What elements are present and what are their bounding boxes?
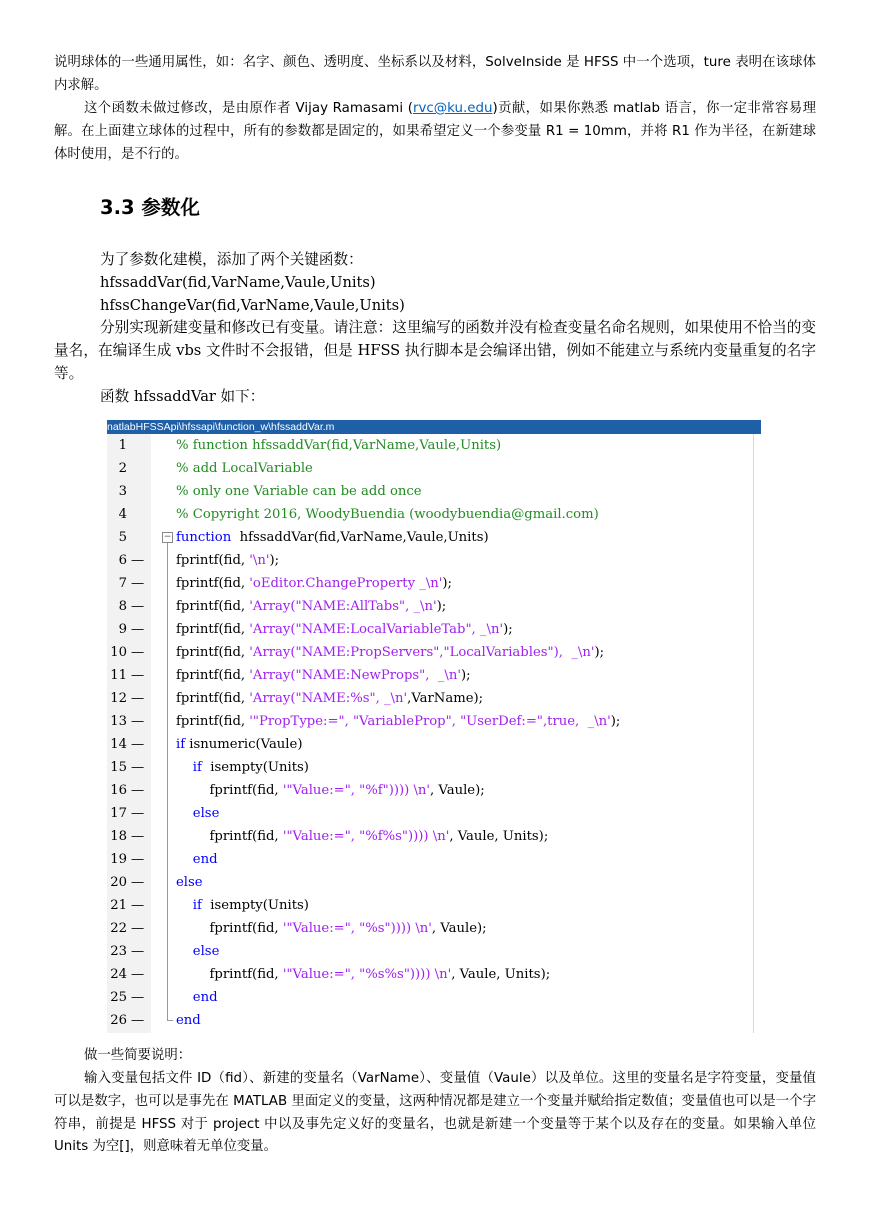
code-line	[107, 434, 753, 457]
line-number: 23	[110, 944, 127, 959]
code-text: fprintf(fid, 'Array("NAME:%s", _\n',VarName);	[176, 691, 484, 706]
code-line	[107, 664, 753, 687]
code-text: else	[192, 944, 220, 959]
code-text: else	[176, 875, 203, 890]
code-text: fprintf(fid, '"PropType:=", "VariableProp", "UserDef:=",true, _\n');	[176, 714, 621, 729]
breakpoint-marker[interactable]: —	[131, 783, 145, 798]
breakpoint-marker[interactable]: —	[131, 691, 145, 706]
line-number: 5	[118, 530, 127, 545]
body-line-intro: 为了参数化建模，添加了两个关键函数：	[100, 251, 363, 268]
breakpoint-marker[interactable]: —	[131, 622, 145, 637]
line-number: 12	[110, 691, 127, 706]
code-line	[107, 871, 753, 894]
code-text: % add LocalVariable	[176, 461, 313, 476]
code-line	[107, 1009, 753, 1032]
code-text: fprintf(fid, '"Value:=", "%s")))) \n', Vaule);	[176, 921, 487, 936]
breakpoint-marker[interactable]: —	[131, 990, 145, 1005]
body-line-hfssaddvar-signature: hfssaddVar(fid,VarName,Vaule,Units)	[100, 273, 376, 291]
breakpoint-marker[interactable]: —	[131, 737, 145, 752]
code-text: else	[192, 806, 220, 821]
line-number: 11	[110, 668, 127, 683]
code-line	[107, 710, 753, 733]
author-email-link[interactable]: rvc@ku.edu	[412, 101, 493, 116]
code-editor-screenshot	[107, 420, 761, 1033]
code-text: fprintf(fid, 'Array("NAME:PropServers","LocalVariables"), _\n');	[176, 645, 605, 660]
code-line	[107, 917, 753, 940]
line-number: 8	[118, 599, 127, 614]
collapse-icon[interactable]: −	[163, 532, 172, 542]
line-number: 22	[110, 921, 127, 936]
code-line	[107, 480, 753, 503]
line-number: 16	[110, 783, 127, 798]
line-number: 13	[110, 714, 127, 729]
breakpoint-marker[interactable]: —	[131, 967, 145, 982]
code-line	[107, 457, 753, 480]
code-text: end	[192, 990, 218, 1005]
code-text: % function hfssaddVar(fid,VarName,Vaule,Units)	[176, 438, 502, 453]
editor-title-bar: natlabHFSSApi\hfssapi\function_w\hfssaddVar.m	[107, 420, 761, 434]
code-text: % Copyright 2016, WoodyBuendia (woodybuendia@gmail.com)	[176, 507, 599, 522]
line-number: 21	[110, 898, 127, 913]
breakpoint-marker[interactable]: —	[131, 875, 145, 890]
body-text	[54, 249, 816, 409]
code-text: if isnumeric(Vaule)	[176, 737, 303, 752]
line-number: 3	[118, 484, 127, 499]
line-number: 2	[118, 461, 127, 476]
fold-end	[167, 1020, 173, 1021]
code-line	[107, 503, 753, 526]
intro-text-after-link: )贡献，如果你熟悉 matlab 语言，你一定非常容易理解。在上面建立球体的过程中，所有的参数都是固定的，如果希望定义一个参变量 R1 = 10mm，并将 R1 作为半径，在新建球体时使用，是不行的。	[54, 101, 816, 162]
breakpoint-marker[interactable]: —	[131, 553, 145, 568]
code-text: fprintf(fid, 'Array("NAME:AllTabs", _\n');	[176, 599, 447, 614]
breakpoint-marker[interactable]: —	[131, 668, 145, 683]
line-number: 6	[118, 553, 127, 568]
breakpoint-marker[interactable]: —	[131, 760, 145, 775]
breakpoint-marker[interactable]: —	[131, 714, 145, 729]
line-number: 24	[110, 967, 127, 982]
line-number: 19	[110, 852, 127, 867]
breakpoint-marker[interactable]: —	[131, 944, 145, 959]
code-line	[107, 526, 753, 549]
code-line	[107, 825, 753, 848]
code-line	[107, 940, 753, 963]
code-line	[107, 756, 753, 779]
code-line	[107, 848, 753, 871]
code-text: fprintf(fid, 'Array("NAME:LocalVariableTab", _\n');	[176, 622, 513, 637]
line-number: 7	[118, 576, 127, 591]
breakpoint-marker[interactable]: —	[131, 1013, 145, 1028]
breakpoint-marker[interactable]: —	[131, 645, 145, 660]
line-number: 26	[110, 1013, 127, 1028]
code-text: fprintf(fid, '"Value:=", "%f%s")))) \n', Vaule, Units);	[176, 829, 549, 844]
code-line	[107, 618, 753, 641]
section-heading: 3.3 参数化	[100, 196, 200, 219]
line-number: 9	[118, 622, 127, 637]
line-number: 14	[110, 737, 127, 752]
code-text: if isempty(Units)	[192, 760, 309, 775]
line-number: 15	[110, 760, 127, 775]
code-line	[107, 687, 753, 710]
code-text: fprintf(fid, '"Value:=", "%s%s")))) \n', Vaule, Units);	[176, 967, 551, 982]
body-line-hfsschangevar-signature: hfssChangeVar(fid,VarName,Vaule,Units)	[100, 296, 405, 314]
code-line	[107, 894, 753, 917]
line-number: 25	[110, 990, 127, 1005]
code-text: if isempty(Units)	[192, 898, 309, 913]
code-line	[107, 779, 753, 802]
fold-line	[167, 543, 168, 1020]
line-number: 4	[118, 507, 127, 522]
breakpoint-marker[interactable]: —	[131, 599, 145, 614]
code-text: function hfssaddVar(fid,VarName,Vaule,Units)	[176, 530, 489, 545]
code-line	[107, 595, 753, 618]
code-line	[107, 986, 753, 1009]
breakpoint-marker[interactable]: —	[131, 898, 145, 913]
code-line	[107, 733, 753, 756]
code-text: end	[176, 1013, 201, 1028]
line-number: 10	[110, 645, 127, 660]
code-text: fprintf(fid, '"Value:=", "%f")))) \n', Vaule);	[176, 783, 485, 798]
breakpoint-marker[interactable]: —	[131, 806, 145, 821]
line-number: 20	[110, 875, 127, 890]
line-number: 17	[110, 806, 127, 821]
outro-paragraph-1: 做一些简要说明：	[84, 1048, 192, 1063]
breakpoint-marker[interactable]: —	[131, 852, 145, 867]
code-line	[107, 641, 753, 664]
code-text: end	[192, 852, 218, 867]
outro-paragraph-2: 输入变量包括文件 ID（fid）、新建的变量名（VarName）、变量值（Vaule）以及单位。这里的变量名是字符变量，变量值可以是数字，也可以是事先在 MATLAB 里面定义的变量，这两种情况都是建立一个变量并赋给指定数值；变量值也可以是一个字符串，前提是 HFSS 对于 project 中以及事先定义好的变量名，也就是新建一个变量等于某个以及存在的变量。如果输入单位 Units 为空[]，则意味着无单位变量。	[54, 1071, 816, 1155]
intro-paragraph-2	[54, 98, 816, 166]
code-area	[107, 434, 754, 1033]
code-text: fprintf(fid, 'oEditor.ChangeProperty _\n');	[176, 576, 452, 591]
code-text: % only one Variable can be add once	[176, 484, 422, 499]
code-line	[107, 963, 753, 986]
intro-text-before-link: 这个函数未做过修改，是由原作者 Vijay Ramasami (	[84, 101, 413, 116]
code-text: fprintf(fid, 'Array("NAME:NewProps", _\n');	[176, 668, 471, 683]
code-line	[107, 572, 753, 595]
body-paragraph-note: 分别实现新建变量和修改已有变量。请注意：这里编写的函数并没有检查变量名命名规则，如果使用不恰当的变量名，在编译生成 vbs 文件时不会报错，但是 HFSS 执行脚本是会编译出错，例如不能建立与系统内变量重复的名字等。	[54, 319, 816, 382]
line-number: 1	[118, 438, 127, 453]
breakpoint-marker[interactable]: —	[131, 921, 145, 936]
code-text: fprintf(fid, '\n');	[176, 553, 280, 568]
breakpoint-marker[interactable]: —	[131, 576, 145, 591]
line-number: 18	[110, 829, 127, 844]
code-line	[107, 802, 753, 825]
body-line-function-intro: 函数 hfssaddVar 如下：	[100, 387, 265, 405]
code-line	[107, 549, 753, 572]
breakpoint-marker[interactable]: —	[131, 829, 145, 844]
intro-paragraph-1: 说明球体的一些通用属性，如：名字、颜色、透明度、坐标系以及材料，SolveInside 是 HFSS 中一个选项，ture 表明在该球体内求解。	[54, 55, 816, 93]
